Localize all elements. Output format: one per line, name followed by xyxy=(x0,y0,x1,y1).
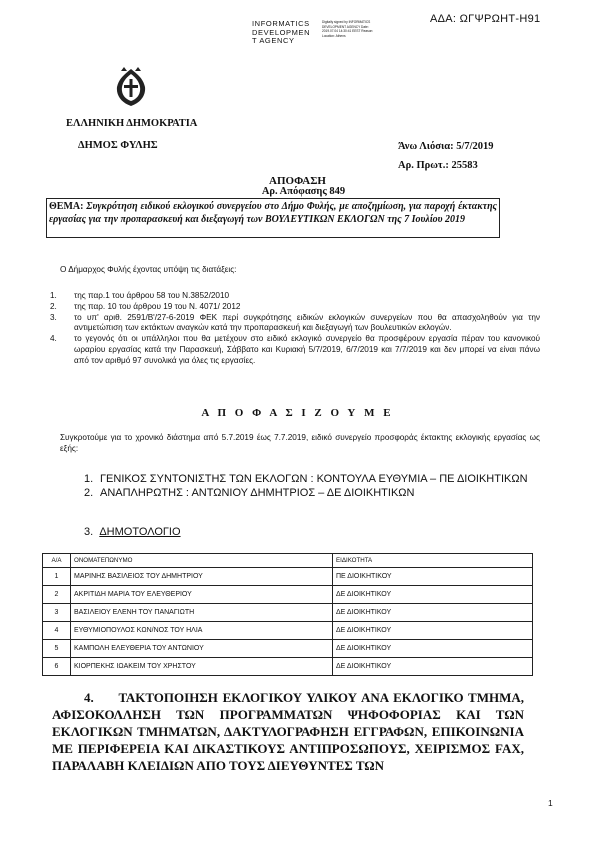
decide-heading: Α Π Ο Φ Α Σ Ι Ζ Ο Υ Μ Ε xyxy=(201,407,394,419)
provision-number: 2. xyxy=(50,301,57,311)
cell-specialty: ΔΕ ΔΙΟΙΚΗΤΙΚΟΥ xyxy=(333,604,533,622)
subject-text: Συγκρότηση ειδικού εκλογικού συνεργείου στο Δήμο Φυλής, με αποζημίωση, για παροχή έκτακτης εργασίας για την προπαρασκευή και διεξαγωγή των ΒΟΥΛΕΥΤΙΚΩΝ ΕΚΛΟΓΩΝ της 7 Ιουλίου 2019 xyxy=(49,201,498,225)
cell-specialty: ΔΕ ΔΙΟΙΚΗΤΙΚΟΥ xyxy=(333,622,533,640)
registry-heading-text: ΔΗΜΟΤΟΛΟΓΙΟ xyxy=(99,526,181,538)
decision-number: Αρ. Απόφασης 849 xyxy=(261,186,346,197)
it-logo-line-2: DEVELOPMEN xyxy=(252,27,311,37)
section-4-number: 4. xyxy=(84,690,94,705)
provision-item xyxy=(50,334,540,366)
header-specialty: ΕΙΔΙΚΟΤΗΤΑ xyxy=(333,554,533,568)
role-number: 2. xyxy=(84,487,94,499)
provision-number: 1. xyxy=(50,291,57,300)
table-row xyxy=(43,622,533,640)
it-logo-line-1: INFORMATICS xyxy=(252,19,310,28)
role-text: ΓΕΝΙΚΟΣ ΣΥΝΤΟΝΙΣΤΗΣ ΤΩΝ ΕΚΛΟΓΩΝ : ΚΟΝΤΟΥΛΑ ΕΥΘΥΜΙΑ – ΠΕ ΔΙΟΙΚΗΤΙΚΩΝ xyxy=(100,473,528,485)
subject-label: ΘΕΜΑ: xyxy=(49,201,84,212)
provision-text: το υπ' αριθ. 2591/Β'/27-6-2019 ΦΕΚ περί συγκρότησης ειδικών εκλογικών συνεργείων που θα απασχοληθούν για την αντιμετώπιση των εκτάκτων αναγκών κατά την προπαρασκευή και διεξαγωγή των βουλευτικών εκλογών. xyxy=(74,312,540,333)
provision-number: 3. xyxy=(50,312,57,322)
header-name: ΟΝΟΜΑΤΕΠΩΝΥΜΟ xyxy=(71,554,333,568)
document-date: Άνω Λιόσια: 5/7/2019 xyxy=(398,141,494,152)
page-number: 1 xyxy=(548,798,553,808)
cell-specialty: ΔΕ ΔΙΟΙΚΗΤΙΚΟΥ xyxy=(333,586,533,604)
greek-coat-of-arms-icon xyxy=(112,65,150,107)
provision-item xyxy=(50,291,540,302)
provision-text: το γεγονός ότι οι υπάλληλοι που θα μετέχουν στο ειδικό εκλογικό συνεργείο θα προσφέρουν εργασία πέραν του κανονικού ωραρίου εργασίας κατά την Παρασκευή, Σάββατο και Κυριακή 5/7/2019, 6/7/2019 και 7/7/2019 και δεν μπορεί να είναι πάνω από τον αριθμό 97 συνολικά για όλες τις εργασίες. xyxy=(74,334,540,365)
decision-title: ΑΠΟΦΑΣΗ xyxy=(269,175,326,187)
role-item xyxy=(84,486,554,500)
staff-table xyxy=(42,553,533,676)
section-4-text: ΤΑΚΤΟΠΟΙΗΣΗ ΕΚΛΟΓΙΚΟΥ ΥΛΙΚΟΥ ΑΝΑ ΕΚΛΟΓΙΚΟ ΤΜΗΜΑ, ΑΦΙΣΟΚΟΛΛΗΣΗ ΤΩΝ ΠΡΟΓΡΑΜΜΑΤΩΝ ΨΗΦΟΦΟΡΙΑΣ ΚΑΙ ΤΩΝ ΕΚΛΟΓΙΚΩΝ ΤΜΗΜΑΤΩΝ, ΔΑΚΤΥΛΟΓΡΑΦΗΣΗ ΕΓΓΡΑΦΩΝ, ΕΠΙΚΟΙΝΩΝΙΑ ΜΕ ΠΕΡΙΦΕΡΕΙΑ ΚΑΙ ΔΙΚΑΣΤΙΚΟΥΣ ΑΝΤΙΠΡΟΣΩΠΟΥΣ, ΧΕΙΡΙΣΜΟΣ FAX, ΠΑΡΑΛΑΒΗ ΚΛΕΙΔΙΩΝ ΑΠΟ ΤΟΥΣ ΔΙΕΥΘΥΝΤΕΣ ΤΩΝ xyxy=(52,690,524,773)
cell-name: ΑΚΡΙΤΙΔΗ ΜΑΡΙΑ ΤΟΥ ΕΛΕΥΘΕΡΙΟΥ xyxy=(71,586,333,604)
digital-signature-text: Digitally signed by INFORMATICS DEVELOPMENT AGENCY Date: 2019.07.04 14:30:41 EEST Reason: Location: Athens xyxy=(322,20,374,38)
cell-name: ΜΑΡΙΝΗΣ ΒΑΣΙΛΕΙΟΣ ΤΟΥ ΔΗΜΗΤΡΙΟΥ xyxy=(71,568,333,586)
cell-aa: 6 xyxy=(43,658,71,676)
provision-number: 4. xyxy=(50,334,57,344)
country-name: ΕΛΛΗΝΙΚΗ ΔΗΜΟΚΡΑΤΙΑ xyxy=(66,118,198,129)
cell-specialty: ΔΕ ΔΙΟΙΚΗΤΙΚΟΥ xyxy=(333,658,533,676)
registry-heading xyxy=(84,526,181,538)
header-aa: Α/Α xyxy=(43,554,71,568)
role-item xyxy=(84,472,554,486)
registry-heading-number: 3. xyxy=(84,526,94,538)
it-logo-line-3: T AGENCY xyxy=(252,36,295,46)
intro-text: Ο Δήμαρχος Φυλής έχοντας υπόψη τις διατάξεις: xyxy=(60,265,237,274)
cell-aa: 1 xyxy=(43,568,71,586)
subject-paragraph xyxy=(49,200,497,226)
table-row xyxy=(43,604,533,622)
table-row xyxy=(43,586,533,604)
table-row xyxy=(43,640,533,658)
cell-name: ΚΙΟΡΠΕΚΗΣ ΙΩΑΚΕΙΜ ΤΟΥ ΧΡΗΣΤΟΥ xyxy=(71,658,333,676)
cell-aa: 4 xyxy=(43,622,71,640)
subject-box xyxy=(46,198,500,238)
cell-aa: 2 xyxy=(43,586,71,604)
cell-name: ΚΑΜΠΟΛΗ ΕΛΕΥΘΕΡΙΑ ΤΟΥ ΑΝΤΩΝΙΟΥ xyxy=(71,640,333,658)
formation-paragraph: Συγκροτούμε για το χρονικό διάστημα από 5.7.2019 έως 7.7.2019, ειδικό συνεργείο προσφοράς έκτακτης εκλογικής εργασίας ως εξής: xyxy=(60,433,540,453)
provision-item xyxy=(50,313,540,335)
provision-text: της παρ. 10 του άρθρου 19 του Ν. 4071/ 2012 xyxy=(74,301,241,311)
cell-specialty: ΠΕ ΔΙΟΙΚΗΤΙΚΟΥ xyxy=(333,568,533,586)
provision-text: της παρ.1 του άρθρου 58 του Ν.3852/2010 xyxy=(74,291,230,300)
cell-specialty: ΔΕ ΔΙΟΙΚΗΤΙΚΟΥ xyxy=(333,640,533,658)
it-agency-signature-logo xyxy=(252,19,374,46)
table-header-row xyxy=(43,554,533,568)
section-4-heading xyxy=(52,689,524,774)
role-number: 1. xyxy=(84,473,94,485)
table-row xyxy=(43,658,533,676)
cell-aa: 5 xyxy=(43,640,71,658)
cell-aa: 3 xyxy=(43,604,71,622)
table-row xyxy=(43,568,533,586)
roles-list xyxy=(84,472,554,500)
cell-name: ΕΥΘΥΜΙΟΠΟΥΛΟΣ ΚΩΝ/ΝΟΣ ΤΟΥ ΗΛΙΑ xyxy=(71,622,333,640)
protocol-number: Αρ. Πρωτ.: 25583 xyxy=(398,160,478,171)
provision-item xyxy=(50,302,540,313)
cell-name: ΒΑΣΙΛΕΙΟΥ ΕΛΕΝΗ ΤΟΥ ΠΑΝΑΓΙΩΤΗ xyxy=(71,604,333,622)
role-text: ΑΝΑΠΛΗΡΩΤΗΣ : ΑΝΤΩΝΙΟΥ ΔΗΜΗΤΡΙΟΣ – ΔΕ ΔΙΟΙΚΗΤΙΚΩΝ xyxy=(100,487,415,499)
provisions-list xyxy=(50,291,540,367)
ada-code: ΑΔΑ: ΩΓΨΡΩΗΤ-Η91 xyxy=(430,13,541,25)
municipality-name: ΔΗΜΟΣ ΦΥΛΗΣ xyxy=(78,140,158,151)
